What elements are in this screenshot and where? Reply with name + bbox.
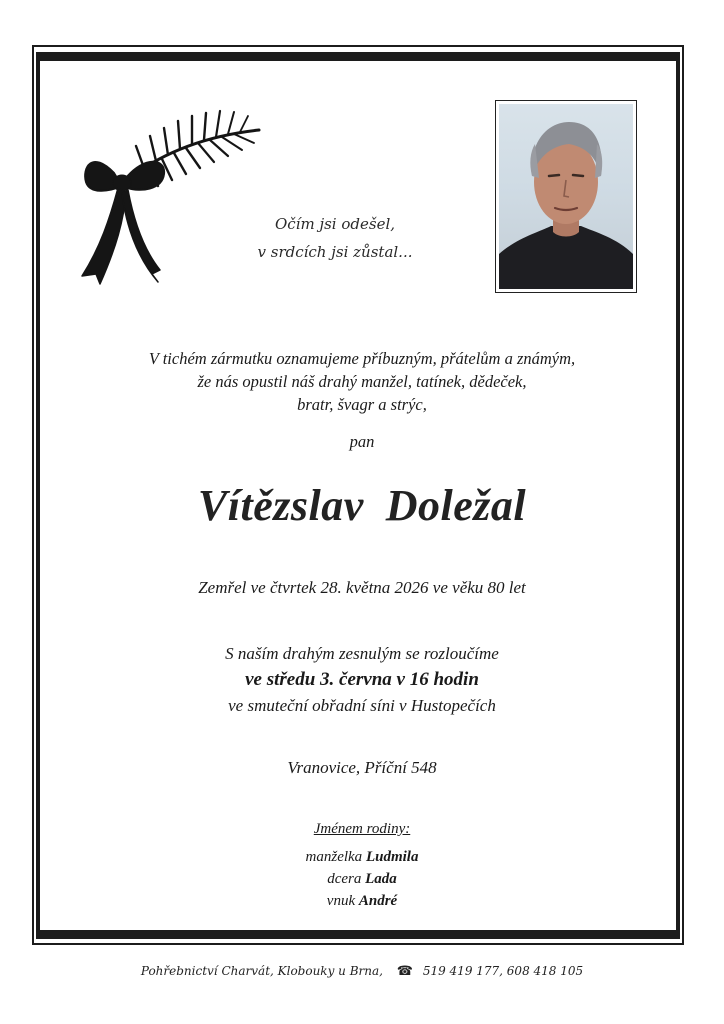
phone-icon: ☎ [396, 964, 413, 979]
border-bar-top [36, 52, 680, 61]
funeral-date-time: ve středu 3. června v 16 hodin [245, 669, 479, 690]
family-heading: Jménem rodiny: [313, 821, 411, 837]
intro-line-1: V tichém zármutku oznamujeme příbuzným, přátelům a známým, [148, 349, 576, 368]
family-member [60, 846, 664, 868]
deceased-last-name: Doležal [385, 481, 527, 530]
quote-line-1: Očím jsi odešel, [274, 215, 396, 233]
portrait-photo [499, 104, 633, 289]
family-relation: dcera [327, 871, 362, 887]
family-member-name: Lada [365, 871, 397, 887]
funeral-service-name: Pohřebnictví Charvát, Klobouky u Brna, [140, 964, 383, 978]
death-notice: Zemřel ve čtvrtek 28. května 2026 ve věku 80 let [198, 578, 526, 597]
phone-numbers: 519 419 177, 608 418 105 [422, 964, 584, 978]
intro-line-3: bratr, švagr a strýc, [297, 395, 427, 414]
family-signature [60, 818, 664, 912]
funeral-venue: ve smuteční obřadní síni v Hustopečích [228, 696, 496, 715]
deceased-name [60, 480, 664, 531]
salutation: pan [349, 432, 375, 451]
intro-line-2: že nás opustil náš drahý manžel, tatínek, dědeček, [197, 372, 527, 391]
family-member-name: Ludmila [365, 849, 419, 865]
family-address: Vranovice, Příční 548 [287, 758, 437, 777]
family-member-name: André [358, 893, 398, 909]
quote-line-2: v srdcích jsi zůstal... [257, 243, 413, 261]
portrait-illustration [499, 104, 633, 289]
announcement-text [60, 347, 664, 416]
family-member [60, 868, 664, 890]
funeral-line-1: S naším drahým zesnulým se rozloučíme [225, 644, 499, 663]
deceased-first-name: Vítězslav [197, 481, 364, 530]
family-relation: manželka [305, 849, 363, 865]
funeral-service-footer [0, 964, 724, 979]
family-member [60, 890, 664, 912]
memorial-quote [230, 210, 440, 266]
family-relation: vnuk [326, 893, 356, 909]
border-bar-bottom [36, 930, 680, 939]
funeral-details [60, 641, 664, 719]
portrait-frame [495, 100, 637, 293]
